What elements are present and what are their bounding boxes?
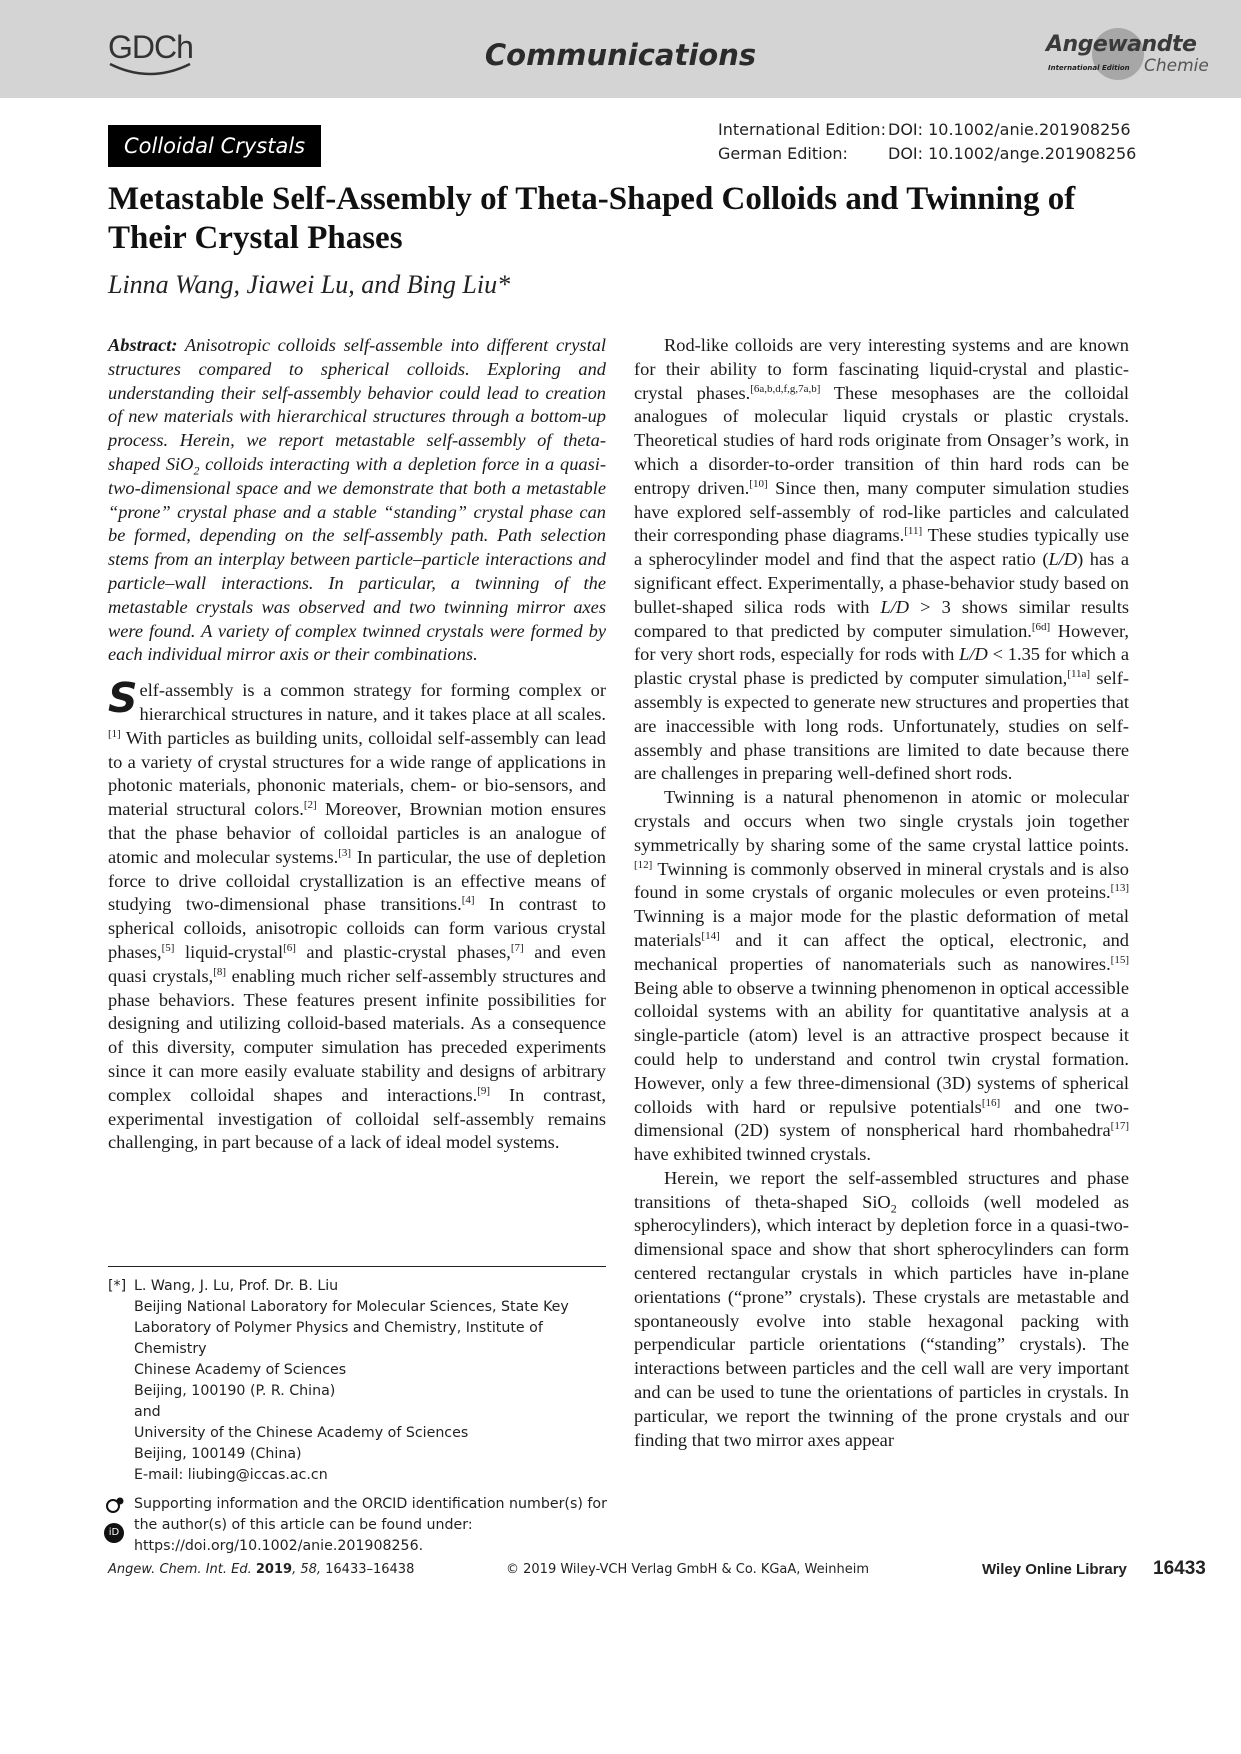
footnote-divider <box>108 1266 606 1267</box>
drop-cap: S <box>108 674 138 723</box>
intro-paragraph: Self-assembly is a common strategy for forming complex or hierarchical structures in nature, and it takes place at all scales.[1] With particles as building units, colloidal self-assembly can lead to a variety of crystal structures for a wide range of applications in photonic materials, phononic materials, chem- or bio-sensors, and material structural colors.[2] Moreover, Brownian motion ensures that the phase behavior of colloidal particles is an analogue of atomic and molecular systems.[3] In particular, the use of depletion force to drive colloidal crystallization is an effective means of studying two-dimensional phase transitions.[4] In contrast to spherical colloids, anisotropic colloids can form various crystal phases,[5] liquid-crystal[6] and plastic-crystal phases,[7] and even quasi crystals,[8] enabling much richer self-assembly structures and phase behaviors. These features present infinite possibilities for designing and utilizing colloid-based materials. As a consequence of this diversity, computer simulation has preceded experiments since it can more easily evaluate stability and designs of arbitrary complex colloidal shapes and interactions.[9] In contrast, experimental investigation of colloidal self-assembly remains challenging, in part because of a lack of ideal model systems. <box>108 674 606 1153</box>
page-header <box>0 0 1241 98</box>
supporting-lines: Supporting information and the ORCID identification number(s) for the author(s) of this article can be found under: https://doi.org/10.1002/anie.201908256. <box>134 1494 608 1557</box>
abstract: Abstract: Anisotropic colloids self-assemble into different crystal structures compared to spherical colloids. Exploring and understanding their self-assembly behavior could lead to creation of new materials with hierarchical structures through a bottom-up process. Herein, we report metastable self-assembly of theta-shaped SiO$_2$ colloids interacting with a depletion force in a quasi-two-dimensional space and we demonstrate that both a metastable “prone” crystal phase and a stable “standing” crystal phase can be formed, depending on the self-assembly path. Path selection stems from an interplay between particle–particle interactions and particle–wall interactions. In particular, a twinning of the metastable crystals was observed and two twinning mirror axes were found. A variety of complex twinned crystals were formed by each individual mirror axis or their combinations. <box>108 335 607 665</box>
ref-link[interactable]: [1] <box>108 727 121 740</box>
support-icons <box>104 1496 128 1543</box>
paragraph-rod-like: Rod-like colloids are very interesting systems and are known for their ability to form fascinating liquid-crystal and plastic-crystal phases.[6a,b,d,f,g,7a,b] These mesophases are the colloidal analogues of molecular liquid crystals or plastic crystals. Theoretical studies of hard rods originate from Onsager’s work, in which a disorder-to-order transition of thin hard rods can be entropy driven.[10] Since then, many computer simulation studies have explored self-assembly of rod-like particles and calculated their corresponding phase diagrams.[11] These studies typically use a spherocylinder model and find that the aspect ratio (L/D) has a significant effect. Experimentally, a phase-behavior study based on bullet-shaped silica rods with L/D > 3 shows similar results compared to that predicted by computer simulation.[6d] However, for very short rods, especially for rods with L/D < 1.35 for which a plastic crystal phase is predicted by computer simulation,[11a] self-assembly is expected to generate new structures and properties that are inaccessible with long rods. Unfortunately, studies on self-assembly and phase transitions are limited to date because there are challenges in preparing well-defined short rods. <box>634 335 1130 784</box>
author-footnote <box>108 1276 608 1557</box>
angewandte-logo <box>1030 26 1215 82</box>
ref-link[interactable]: [14] <box>701 929 720 942</box>
ref-link[interactable]: [8] <box>213 965 227 978</box>
ref-link[interactable]: [11a] <box>1067 668 1091 681</box>
article-title: Metastable Self-Assembly of Theta-Shaped Colloids and Twinning of Their Crystal Phases <box>108 181 1076 256</box>
ref-link[interactable]: [6] <box>283 941 296 954</box>
supporting-info-icon <box>104 1496 126 1514</box>
ref-link[interactable]: [5] <box>161 941 175 954</box>
supporting-info-link[interactable]: https://doi.org/10.1002/anie.201908256. <box>134 1538 424 1554</box>
page-number: 16433 <box>1153 1558 1206 1579</box>
journal-name: Angewandte <box>1046 32 1197 57</box>
ref-link[interactable]: [15] <box>1110 953 1129 966</box>
ref-link[interactable]: [9] <box>477 1084 491 1097</box>
ref-link[interactable]: [13] <box>1110 882 1129 895</box>
ref-link[interactable]: [11] <box>904 525 923 538</box>
ref-link[interactable]: [10] <box>749 477 768 490</box>
ref-link[interactable]: [4] <box>461 894 475 907</box>
supporting-info <box>108 1494 608 1557</box>
ref-link[interactable]: [3] <box>338 846 352 859</box>
affiliation-block <box>108 1276 608 1486</box>
orcid-icon: iD <box>104 1523 124 1543</box>
paragraph-twinning: Twinning is a natural phenomenon in atomic or molecular crystals and occurs when two single crystals join together symmetrically by sharing some of the same crystal lattice points.[12] Twinning is commonly observed in mineral crystals and is also found in some crystals of organic molecules or even proteins.[13] Twinning is a major mode for the plastic deformation of metal materials[14] and it can affect the optical, electronic, and mechanical properties of nanomaterials such as nanowires.[15] Being able to observe a twinning phenomenon in optical accessible colloidal systems with an ability for quantitative analysis at a single-particle (atom) level is an attractive prospect because it could help to understand and control twin crystal formation. However, only a few three-dimensional (3D) systems of spherical colloids with hard or repulsive potentials[16] and one two-dimensional (2D) system of nonspherical hard rhombahedra[17] have exhibited twinned crystals. <box>634 787 1129 1165</box>
ref-link[interactable]: [17] <box>1110 1120 1129 1133</box>
section-header: Communications <box>484 38 757 72</box>
left-column <box>108 334 606 1155</box>
wiley-online-library-link[interactable]: Wiley Online Library <box>982 1561 1127 1578</box>
ref-link[interactable]: [7] <box>510 941 524 954</box>
footer-copyright: © 2019 Wiley-VCH Verlag GmbH & Co. KGaA, Weinheim <box>506 1562 870 1577</box>
ref-link[interactable]: [16] <box>981 1096 1001 1109</box>
journal-edition: International Edition <box>1048 64 1130 72</box>
section-tag: Colloidal Crystals <box>108 125 321 167</box>
affiliation-lines: L. Wang, J. Lu, Prof. Dr. B. Liu Beijing National Laboratory for Molecular Sciences, State Key Laboratory of Polymer Physics and Chemistry, Institute of Chemistry Chinese Academy of Sciences Beijing, 100190 (P. R. China) and University of the Chinese Academy of Sciences Beijing, 100149 (China) E-mail: liubing@iccas.ac.cn <box>134 1276 608 1486</box>
gdch-logo-text: GDCh <box>108 29 193 65</box>
ref-link[interactable]: [2] <box>303 799 317 812</box>
ref-link[interactable]: [6d] <box>1031 620 1051 633</box>
doi-intl: International Edition: DOI: 10.1002/anie.201908256 <box>718 118 1136 142</box>
footnote-mark: [*] <box>108 1278 127 1294</box>
doi-block <box>718 118 1136 166</box>
page-footer <box>108 1558 1206 1582</box>
author-email[interactable]: E-mail: liubing@iccas.ac.cn <box>134 1467 328 1483</box>
footer-citation: Angew. Chem. Int. Ed. 2019, 58, 16433–16438 <box>108 1562 415 1577</box>
ref-link[interactable]: [6a,b,d,f,g,7a,b] <box>750 382 821 395</box>
paragraph-herein: Herein, we report the self-assembled structures and phase transitions of theta-shaped SiO$_2$ colloids (well modeled as spherocylinders), which interact by depletion force in a quasi-two-dimensional space and show that short spherocylinders can form centered rectangular crystals in which particles have in-plane orientations (“prone” crystals). These crystals are metastable and spontaneously evolve into stable hexagonal packing with perpendicular particle orientations (“standing” crystals). The interactions between particles and the cell wall are very important and can be used to tune the orientations of particles in crystals. In particular, we report the twinning of the prone crystals and our finding that two mirror axes appear <box>634 1167 1129 1450</box>
article-authors: Linna Wang, Jiawei Lu, and Bing Liu* <box>108 270 511 299</box>
doi-intl-link[interactable]: DOI: 10.1002/anie.201908256 <box>888 120 1131 139</box>
doi-german: German Edition: DOI: 10.1002/ange.201908256 <box>718 142 1136 166</box>
abstract-label: Abstract: <box>108 335 178 355</box>
journal-chemie: Chemie <box>1144 56 1209 76</box>
doi-german-link[interactable]: DOI: 10.1002/ange.201908256 <box>888 144 1137 163</box>
ref-link[interactable]: [12] <box>634 858 653 871</box>
right-column <box>634 334 1129 1452</box>
